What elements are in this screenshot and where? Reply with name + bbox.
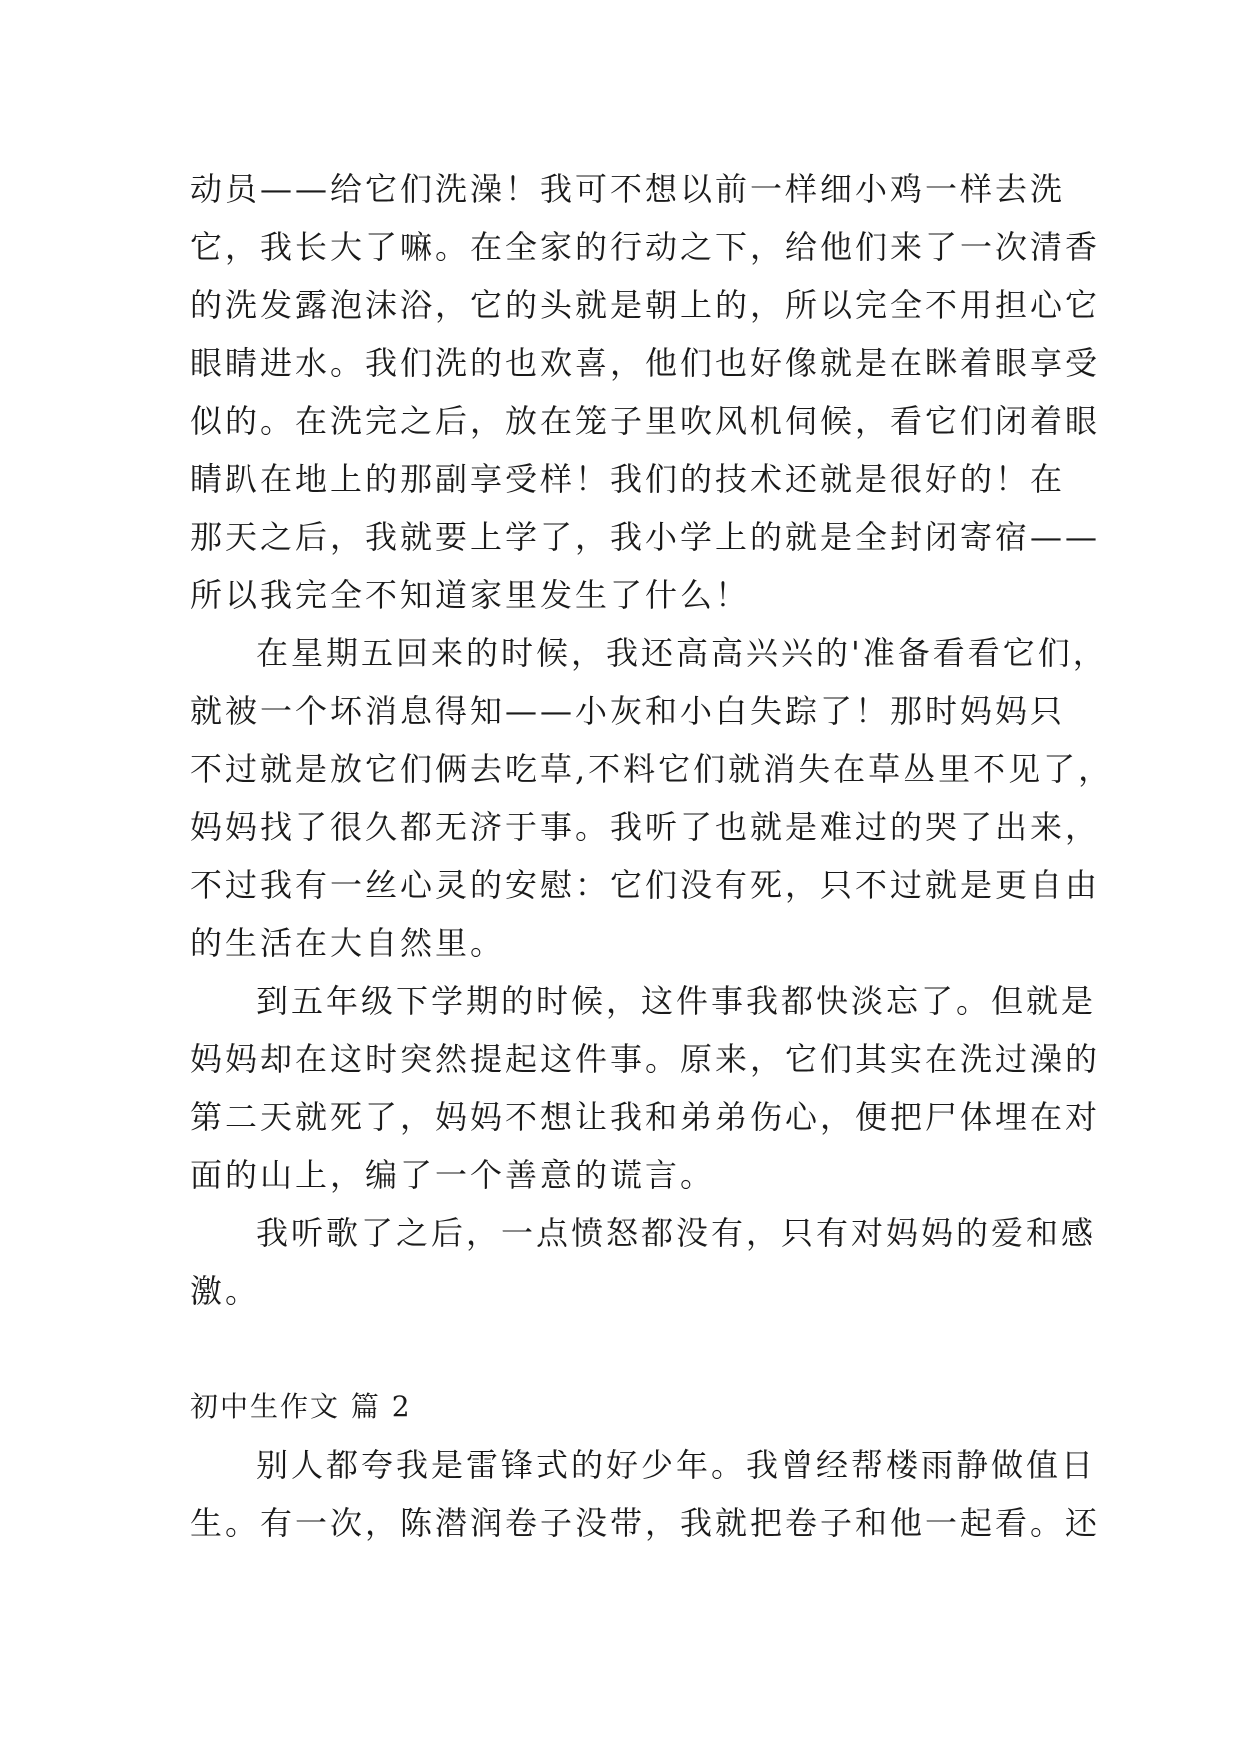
paragraph-3 — [190, 972, 1101, 1204]
text-line: 妈妈却在这时突然提起这件事。原来，它们其实在洗过澡的 — [190, 1040, 1101, 1078]
text-line: 的洗发露泡沫浴，它的头就是朝上的，所以完全不用担心它 — [190, 286, 1101, 324]
text-line: 所以我完全不知道家里发生了什么！ — [190, 576, 751, 614]
text-line: 妈妈找了很久都无济于事。我听了也就是难过的哭了出来， — [190, 808, 1101, 846]
text-line: 不过我有一丝心灵的安慰：它们没有死，只不过就是更自由 — [190, 866, 1101, 904]
text-line: 我听歌了之后，一点愤怒都没有，只有对妈妈的爱和感 — [256, 1214, 1097, 1252]
section-paragraph — [190, 1436, 1101, 1552]
section-heading: 初中生作文 篇 2 — [190, 1390, 412, 1423]
text-line: 第二天就死了，妈妈不想让我和弟弟伤心，便把尸体埋在对 — [190, 1098, 1101, 1136]
text-line: 睛趴在地上的那副享受样！我们的技术还就是很好的！在 — [190, 460, 1066, 498]
text-line: 激。 — [190, 1272, 261, 1310]
text-line: 面的山上，编了一个善意的谎言。 — [190, 1156, 716, 1194]
text-line: 的生活在大自然里。 — [190, 924, 506, 962]
text-line: 在星期五回来的时候，我还高高兴兴的'准备看看它们， — [256, 634, 1108, 672]
text-line: 动员——给它们洗澡！我可不想以前一样细小鸡一样去洗 — [190, 170, 1066, 208]
paragraph-2 — [190, 624, 1114, 972]
text-line: 不过就是放它们俩去吃草,不料它们就消失在草丛里不见了， — [190, 750, 1114, 788]
section-spacer — [190, 1320, 1050, 1378]
paragraph-4 — [190, 1204, 1097, 1320]
text-line: 别人都夸我是雷锋式的好少年。我曾经帮楼雨静做值日 — [256, 1446, 1097, 1484]
text-line: 生。有一次，陈潜润卷子没带，我就把卷子和他一起看。还 — [190, 1504, 1101, 1542]
text-line: 那天之后，我就要上学了，我小学上的就是全封闭寄宿—— — [190, 518, 1101, 556]
text-line: 它，我长大了嘛。在全家的行动之下，给他们来了一次清香 — [190, 228, 1101, 266]
text-line: 似的。在洗完之后，放在笼子里吹风机伺候，看它们闭着眼 — [190, 402, 1101, 440]
text-line: 就被一个坏消息得知——小灰和小白失踪了！那时妈妈只 — [190, 692, 1066, 730]
document-page — [190, 160, 1114, 1552]
paragraph-1 — [190, 160, 1101, 624]
text-line: 眼睛进水。我们洗的也欢喜，他们也好像就是在眯着眼享受 — [190, 344, 1101, 382]
text-line: 到五年级下学期的时候，这件事我都快淡忘了。但就是 — [256, 982, 1097, 1020]
